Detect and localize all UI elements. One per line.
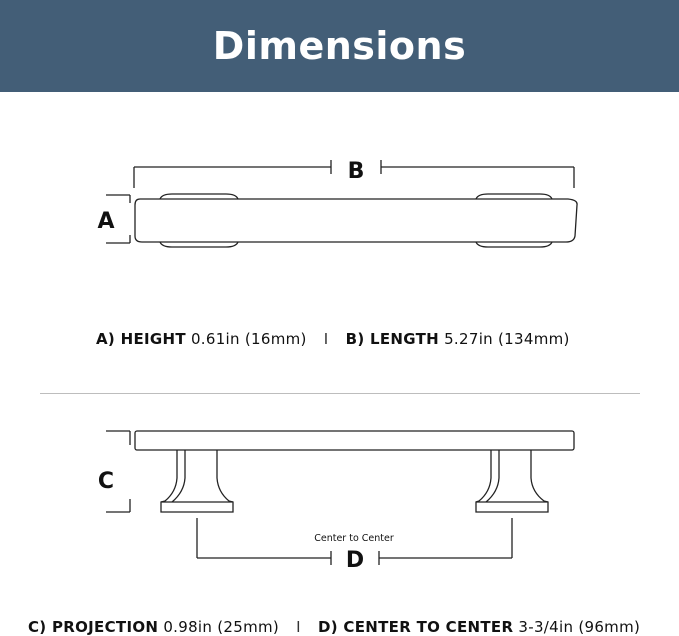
section-divider [40,393,640,394]
top-view-drawing [106,160,577,247]
spec-separator: I [323,330,329,348]
length-value: 5.27in (134mm) [444,330,570,348]
center-to-center-key: D) CENTER TO CENTER [317,618,514,636]
height-value: 0.61in (16mm) [190,330,307,348]
specs-top [96,330,570,348]
label-a: A [97,209,115,234]
length-key: B) LENGTH [345,330,440,348]
center-to-center-value: 3-3/4in (96mm) [518,618,641,636]
center-to-center-note: Center to Center [314,533,394,544]
page-title: Dimensions [212,24,467,68]
spec-separator: I [296,618,301,636]
projection-value: 0.98in (25mm) [163,618,280,636]
label-d: D [345,548,365,573]
side-view-drawing [106,431,574,565]
height-key: A) HEIGHT [96,330,186,348]
label-b: B [347,159,365,184]
specs-bottom [28,618,640,636]
projection-key: C) PROJECTION [28,618,159,636]
label-c: C [97,469,115,494]
